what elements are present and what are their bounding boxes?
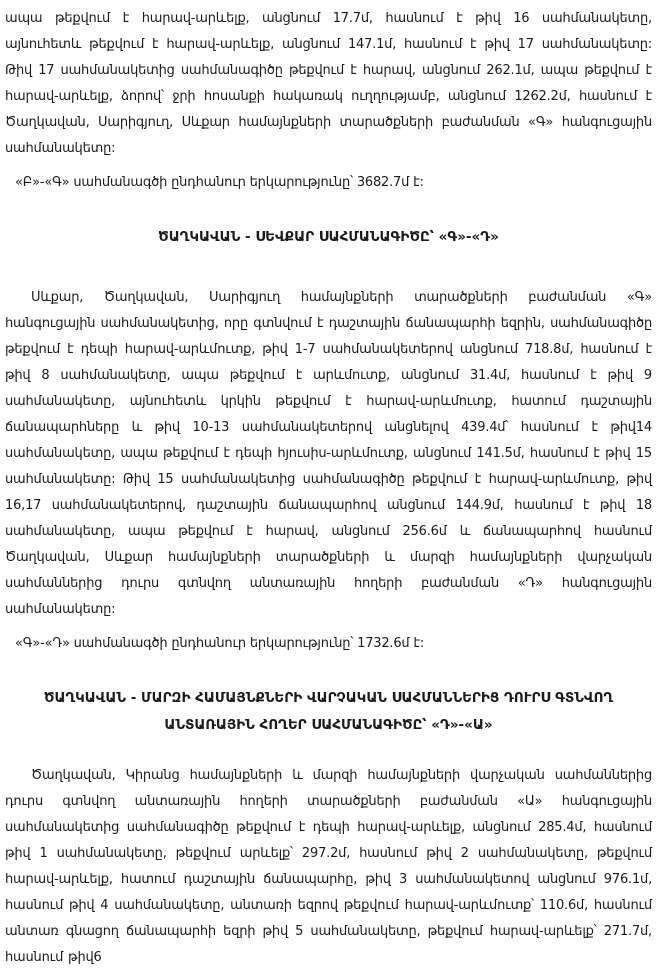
segment-length-b-g: «Բ»-«Գ» սահմանագծի ընդհանուր երկարությունը՝ 3682.7մ է: [15,175,424,190]
section-heading-forest-lands-line2: ԱՆՏԱՌԱՅԻՆ ՀՈՂԵՐ ՍԱՀՄԱՆԱԳԻԾԸ՝ «Դ»-«Ա» [164,717,493,733]
body-paragraph-1: ապա թեքվում է հարավ-արևելք, անցնում 17.7մ, հասնում է թիվ 16 սահմանակետը, այնուհետև թեքվում է հարավ-արևելք, անցնում 147.1մ, հասնում է թիվ 17 սահմանակետը: Թիվ 17 սահմանակետից սահմանագիծը թեքվում է հարավ, անցնում 262.1մ, ապա թեքվում է հարավ-արևելք, ձորով՝ ջրի հոսանքի հակառակ ուղղությամբ, անցնում 1262.2մ, հասնում է Ծաղկավան, Սարիգյուղ, Սևքար համայնքների տարածքների բաժանման «Գ» հանգուցային սահմանակետը: [5,11,652,156]
body-paragraph-2: Սևքար, Ծաղկավան, Սարիգյուղ համայնքների տարածքների բաժանման «Գ» հանգուցային սահմանակետից, որը գտնվում է դաշտային ճանապարհի եզրին, սահմանագիծը թեքվում է դեպի հարավ-արևմուտք, թիվ 1-7 սահմանակետերով անցնում 718.8մ, հասնում է թիվ 8 սահմանակետը, ապա թեքվում է արևմուտք, անցնում 31.4մ, հասնում է թիվ 9 սահմանակետը, այնուհետև կրկին թեքվում է հարավ-արևմուտք, հատում դաշտային ճանապարհները և թիվ 10-13 սահմանակետերով անցնելով 439.4մ՝ հասնում է թիվ14 սահմանակետը, ապա թեքվում է դեպի հյուսիս-արևմուտք, անցնում 141.5մ, հասնում է թիվ 15 սահմանակետը: Թիվ 15 սահմանակետից սահմանագիծը թեքվում է հարավ-արևմուտք, թիվ 16,17 սահմանակետերով, դաշտային ճանապարհով անցնում 144.9մ, հասնում է թիվ 18 սահմանակետը, ապա թեքվում է հարավ, անցնում 256.6մ և ճանապարհով հասնում Ծաղկավան, Սևքար համայնքների տարածքների և մարզի համայնքների վարչական սահմաններից դուրս գտնվող անտառային հողերի բաժանման «Դ» հանգուցային սահմանակետը: [5,290,652,617]
section-heading-tsaghkavan-sevkar: ԾԱՂԿԱՎԱՆ - ՍԵՎՔԱՐ ՍԱՀՄԱՆԱԳԻԾԸ՝ «Գ»-«Դ» [158,229,499,245]
section-heading-forest-lands [5,685,652,739]
body-paragraph-3: Ծաղկավան, Կիրանց համայնքների և մարզի համայնքների վարչական սահմաններից դուրս գտնվող անտառային հողերի տարածքների բաժանման «Ա» հանգուցային սահմանակետից սահմանագիծը թեքվում է դեպի հարավ-արևելք, անցնում 285.4մ, հասնում թիվ 1 սահմանակետը, թեքվում արևելք՝ 297.2մ, հասնում թիվ 2 սահմանակետը, թեքվում հարավ-արևելք, հատում դաշտային ճանապարհը, թիվ 3 սահմանակետով անցնում 976.1մ, հասնում թիվ 4 սահմանակետը, անտառի եզրով թեքվում հարավ-արևմուտք՝ 110.6մ, հասնում անտառ գնացող ճանապարհի եզրի թիվ 5 սահմանակետը, թեքվում հարավ-արևելք՝ 271.7մ, հասնում թիվ6 [5,768,652,965]
section-heading-forest-lands-line1: ԾԱՂԿԱՎԱՆ - ՄԱՐԶԻ ՀԱՄԱՅՆՔՆԵՐԻ ՎԱՐՉԱԿԱՆ ՍԱՀՄԱՆՆԵՐԻՑ ԴՈՒՐՍ ԳՏՆՎՈՂ [43,690,614,706]
segment-length-g-d: «Գ»-«Դ» սահմանագծի ընդհանուր երկարությունը՝ 1732.6մ է: [15,636,425,651]
